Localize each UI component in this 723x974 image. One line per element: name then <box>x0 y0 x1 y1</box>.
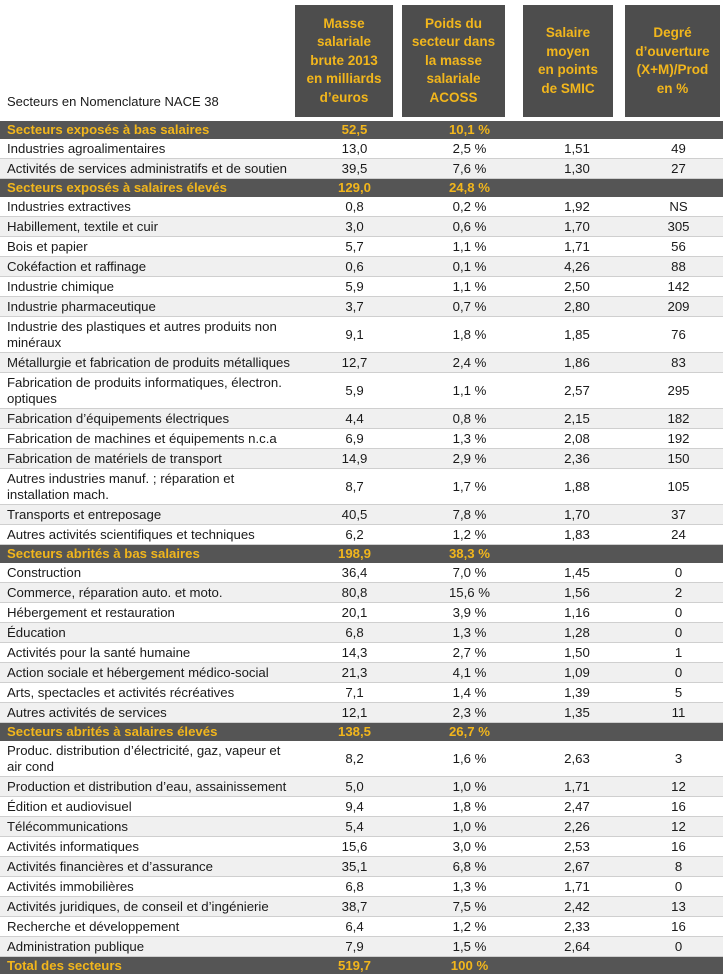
ouverture-cell: 0 <box>627 623 723 643</box>
row-label: Industries agroalimentaires <box>0 139 297 159</box>
salaire-cell: 2,08 <box>527 429 627 449</box>
row-label: Total des secteurs <box>0 957 297 974</box>
masse-cell: 3,0 <box>297 217 412 237</box>
masse-cell: 21,3 <box>297 663 412 683</box>
ouverture-cell: 12 <box>627 817 723 837</box>
table-row <box>0 469 723 505</box>
salaire-cell: 1,56 <box>527 583 627 603</box>
poids-cell: 7,6 % <box>412 159 527 179</box>
row-label: Produc. distribution d’électricité, gaz, vapeur et air cond <box>0 741 297 777</box>
group-row <box>0 179 723 198</box>
poids-cell: 1,7 % <box>412 469 527 505</box>
table-row <box>0 937 723 957</box>
row-label: Secteurs exposés à bas salaires <box>0 121 297 139</box>
row-label: Autres activités scientifiques et techniques <box>0 525 297 545</box>
salaire-cell: 1,50 <box>527 643 627 663</box>
row-label: Commerce, réparation auto. et moto. <box>0 583 297 603</box>
poids-cell: 1,2 % <box>412 917 527 937</box>
row-label: Construction <box>0 563 297 583</box>
table-row <box>0 857 723 877</box>
poids-cell: 1,5 % <box>412 937 527 957</box>
masse-cell: 5,0 <box>297 777 412 797</box>
masse-cell: 20,1 <box>297 603 412 623</box>
poids-cell: 7,8 % <box>412 505 527 525</box>
table-row <box>0 703 723 723</box>
salaire-cell: 2,64 <box>527 937 627 957</box>
table-row <box>0 237 723 257</box>
poids-cell: 1,6 % <box>412 741 527 777</box>
ouverture-cell: 11 <box>627 703 723 723</box>
poids-cell: 26,7 % <box>412 723 527 742</box>
salaire-cell: 1,39 <box>527 683 627 703</box>
column-header-salaire <box>523 5 613 117</box>
salaire-cell: 1,35 <box>527 703 627 723</box>
ouverture-cell: 13 <box>627 897 723 917</box>
poids-cell: 1,1 % <box>412 373 527 409</box>
ouverture-cell: 0 <box>627 937 723 957</box>
row-label: Bois et papier <box>0 237 297 257</box>
masse-cell: 5,9 <box>297 277 412 297</box>
salaire-cell: 1,09 <box>527 663 627 683</box>
row-label: Industrie chimique <box>0 277 297 297</box>
table-row <box>0 603 723 623</box>
row-label: Activités juridiques, de conseil et d’ingénierie <box>0 897 297 917</box>
poids-cell: 1,3 % <box>412 429 527 449</box>
masse-cell: 5,9 <box>297 373 412 409</box>
poids-cell: 1,3 % <box>412 877 527 897</box>
salaire-cell <box>527 121 627 139</box>
row-label: Activités pour la santé humaine <box>0 643 297 663</box>
poids-cell: 2,3 % <box>412 703 527 723</box>
poids-cell: 10,1 % <box>412 121 527 139</box>
poids-cell: 15,6 % <box>412 583 527 603</box>
poids-cell: 3,0 % <box>412 837 527 857</box>
masse-cell: 14,3 <box>297 643 412 663</box>
row-label: Industrie pharmaceutique <box>0 297 297 317</box>
masse-cell: 0,8 <box>297 197 412 217</box>
ouverture-cell: 0 <box>627 563 723 583</box>
group-row <box>0 723 723 742</box>
salaire-cell: 2,47 <box>527 797 627 817</box>
ouverture-cell: 12 <box>627 777 723 797</box>
salaire-cell: 1,70 <box>527 505 627 525</box>
masse-cell: 15,6 <box>297 837 412 857</box>
table-row <box>0 197 723 217</box>
salaire-cell: 2,57 <box>527 373 627 409</box>
table-row <box>0 583 723 603</box>
ouverture-cell <box>627 179 723 198</box>
table-row <box>0 683 723 703</box>
table-row <box>0 741 723 777</box>
salaire-cell: 1,88 <box>527 469 627 505</box>
ouverture-cell <box>627 723 723 742</box>
salaire-cell: 1,85 <box>527 317 627 353</box>
masse-cell: 13,0 <box>297 139 412 159</box>
salaire-cell: 2,53 <box>527 837 627 857</box>
poids-cell: 2,5 % <box>412 139 527 159</box>
salaire-cell: 1,71 <box>527 877 627 897</box>
ouverture-cell: 56 <box>627 237 723 257</box>
salaire-cell: 1,71 <box>527 237 627 257</box>
ouverture-cell: 37 <box>627 505 723 525</box>
masse-cell: 14,9 <box>297 449 412 469</box>
row-label: Industrie des plastiques et autres produits non minéraux <box>0 317 297 353</box>
ouverture-cell: 49 <box>627 139 723 159</box>
ouverture-cell: 88 <box>627 257 723 277</box>
poids-cell: 0,7 % <box>412 297 527 317</box>
table-row <box>0 449 723 469</box>
masse-cell: 6,8 <box>297 877 412 897</box>
group-row <box>0 545 723 564</box>
masse-cell: 8,7 <box>297 469 412 505</box>
row-label: Secteurs abrités à salaires élevés <box>0 723 297 742</box>
ouverture-cell: 0 <box>627 877 723 897</box>
row-label: Habillement, textile et cuir <box>0 217 297 237</box>
salaire-cell: 2,63 <box>527 741 627 777</box>
poids-cell: 2,7 % <box>412 643 527 663</box>
salaire-cell: 2,15 <box>527 409 627 429</box>
masse-cell: 138,5 <box>297 723 412 742</box>
salaire-cell: 2,50 <box>527 277 627 297</box>
poids-cell: 24,8 % <box>412 179 527 198</box>
masse-cell: 35,1 <box>297 857 412 877</box>
masse-cell: 6,9 <box>297 429 412 449</box>
masse-cell: 129,0 <box>297 179 412 198</box>
table-row <box>0 525 723 545</box>
row-label: Secteurs abrités à bas salaires <box>0 545 297 564</box>
ouverture-cell <box>627 545 723 564</box>
table-row <box>0 409 723 429</box>
ouverture-cell: 16 <box>627 837 723 857</box>
table-row <box>0 623 723 643</box>
salaire-cell: 1,45 <box>527 563 627 583</box>
row-label: Édition et audiovisuel <box>0 797 297 817</box>
poids-cell: 1,8 % <box>412 797 527 817</box>
masse-cell: 12,1 <box>297 703 412 723</box>
row-label: Fabrication de matériels de transport <box>0 449 297 469</box>
masse-cell: 80,8 <box>297 583 412 603</box>
salaire-cell: 2,80 <box>527 297 627 317</box>
ouverture-cell: 182 <box>627 409 723 429</box>
table-row <box>0 297 723 317</box>
row-label: Action sociale et hébergement médico-social <box>0 663 297 683</box>
poids-cell: 1,1 % <box>412 277 527 297</box>
table-row <box>0 353 723 373</box>
ouverture-cell: NS <box>627 197 723 217</box>
ouverture-cell: 295 <box>627 373 723 409</box>
table-row <box>0 897 723 917</box>
masse-cell: 4,4 <box>297 409 412 429</box>
ouverture-cell: 76 <box>627 317 723 353</box>
salaire-cell: 1,70 <box>527 217 627 237</box>
table-row <box>0 563 723 583</box>
poids-cell: 1,8 % <box>412 317 527 353</box>
column-header-poids-text: Poids du secteur dans la masse salariale ACOSS <box>412 15 495 108</box>
masse-cell: 52,5 <box>297 121 412 139</box>
table-row <box>0 429 723 449</box>
row-label: Production et distribution d’eau, assainissement <box>0 777 297 797</box>
salaire-cell: 1,30 <box>527 159 627 179</box>
poids-cell: 3,9 % <box>412 603 527 623</box>
poids-cell: 1,0 % <box>412 777 527 797</box>
masse-cell: 6,4 <box>297 917 412 937</box>
ouverture-cell: 209 <box>627 297 723 317</box>
masse-cell: 5,7 <box>297 237 412 257</box>
masse-cell: 6,2 <box>297 525 412 545</box>
poids-cell: 2,4 % <box>412 353 527 373</box>
row-label: Cokéfaction et raffinage <box>0 257 297 277</box>
salaire-cell: 1,92 <box>527 197 627 217</box>
masse-cell: 198,9 <box>297 545 412 564</box>
salaire-cell <box>527 179 627 198</box>
salaire-cell: 1,71 <box>527 777 627 797</box>
poids-cell: 0,2 % <box>412 197 527 217</box>
row-label: Fabrication de machines et équipements n.c.a <box>0 429 297 449</box>
poids-cell: 1,2 % <box>412 525 527 545</box>
poids-cell: 7,5 % <box>412 897 527 917</box>
column-header-ouverture-text: Degré d’ouverture (X+M)/Prod en % <box>635 24 709 98</box>
poids-cell: 4,1 % <box>412 663 527 683</box>
table-row <box>0 877 723 897</box>
row-label: Métallurgie et fabrication de produits métalliques <box>0 353 297 373</box>
masse-cell: 6,8 <box>297 623 412 643</box>
table-row <box>0 817 723 837</box>
row-label: Fabrication d’équipements électriques <box>0 409 297 429</box>
salaire-cell: 2,33 <box>527 917 627 937</box>
table-row <box>0 159 723 179</box>
salaire-cell: 2,26 <box>527 817 627 837</box>
row-label: Arts, spectacles et activités récréatives <box>0 683 297 703</box>
ouverture-cell: 27 <box>627 159 723 179</box>
ouverture-cell: 2 <box>627 583 723 603</box>
masse-cell: 519,7 <box>297 957 412 974</box>
row-header-label: Secteurs en Nomenclature NACE 38 <box>7 94 219 109</box>
masse-cell: 3,7 <box>297 297 412 317</box>
masse-cell: 5,4 <box>297 817 412 837</box>
ouverture-cell: 0 <box>627 663 723 683</box>
column-header-poids <box>402 5 505 117</box>
poids-cell: 6,8 % <box>412 857 527 877</box>
table-row <box>0 837 723 857</box>
column-header-ouverture <box>625 5 720 117</box>
salaire-cell: 2,36 <box>527 449 627 469</box>
salaire-cell: 2,67 <box>527 857 627 877</box>
poids-cell: 1,4 % <box>412 683 527 703</box>
poids-cell: 7,0 % <box>412 563 527 583</box>
salaire-cell: 1,28 <box>527 623 627 643</box>
row-label: Télécommunications <box>0 817 297 837</box>
row-label: Activités financières et d’assurance <box>0 857 297 877</box>
sector-table <box>0 121 723 974</box>
table-row <box>0 317 723 353</box>
salaire-cell: 1,51 <box>527 139 627 159</box>
salaire-cell: 2,42 <box>527 897 627 917</box>
ouverture-cell: 8 <box>627 857 723 877</box>
table-header <box>0 0 723 121</box>
masse-cell: 9,4 <box>297 797 412 817</box>
masse-cell: 8,2 <box>297 741 412 777</box>
column-header-masse <box>295 5 393 117</box>
ouverture-cell <box>627 121 723 139</box>
row-label: Autres activités de services <box>0 703 297 723</box>
masse-cell: 9,1 <box>297 317 412 353</box>
ouverture-cell: 142 <box>627 277 723 297</box>
salaire-cell <box>527 957 627 974</box>
row-label: Fabrication de produits informatiques, électron. optiques <box>0 373 297 409</box>
poids-cell: 38,3 % <box>412 545 527 564</box>
poids-cell: 100 % <box>412 957 527 974</box>
ouverture-cell <box>627 957 723 974</box>
poids-cell: 1,3 % <box>412 623 527 643</box>
salaire-cell: 1,16 <box>527 603 627 623</box>
ouverture-cell: 5 <box>627 683 723 703</box>
ouverture-cell: 16 <box>627 797 723 817</box>
table-row <box>0 917 723 937</box>
salaire-cell <box>527 545 627 564</box>
row-label: Administration publique <box>0 937 297 957</box>
row-label: Hébergement et restauration <box>0 603 297 623</box>
ouverture-cell: 192 <box>627 429 723 449</box>
table-row <box>0 257 723 277</box>
table-row <box>0 643 723 663</box>
ouverture-cell: 305 <box>627 217 723 237</box>
row-label: Recherche et développement <box>0 917 297 937</box>
masse-cell: 0,6 <box>297 257 412 277</box>
table-row <box>0 797 723 817</box>
masse-cell: 7,1 <box>297 683 412 703</box>
masse-cell: 12,7 <box>297 353 412 373</box>
ouverture-cell: 24 <box>627 525 723 545</box>
ouverture-cell: 83 <box>627 353 723 373</box>
masse-cell: 39,5 <box>297 159 412 179</box>
total-row <box>0 957 723 974</box>
masse-cell: 40,5 <box>297 505 412 525</box>
row-label: Industries extractives <box>0 197 297 217</box>
ouverture-cell: 16 <box>627 917 723 937</box>
column-header-salaire-text: Salaire moyen en points de SMIC <box>538 24 598 98</box>
row-label: Transports et entreposage <box>0 505 297 525</box>
row-label: Activités immobilières <box>0 877 297 897</box>
table-row <box>0 505 723 525</box>
salaire-cell <box>527 723 627 742</box>
salaire-cell: 1,86 <box>527 353 627 373</box>
table-row <box>0 373 723 409</box>
row-label: Secteurs exposés à salaires élevés <box>0 179 297 198</box>
ouverture-cell: 105 <box>627 469 723 505</box>
masse-cell: 38,7 <box>297 897 412 917</box>
table-row <box>0 663 723 683</box>
table-row <box>0 777 723 797</box>
salaire-cell: 4,26 <box>527 257 627 277</box>
salaire-cell: 1,83 <box>527 525 627 545</box>
row-label: Éducation <box>0 623 297 643</box>
ouverture-cell: 3 <box>627 741 723 777</box>
ouverture-cell: 150 <box>627 449 723 469</box>
masse-cell: 7,9 <box>297 937 412 957</box>
poids-cell: 1,1 % <box>412 237 527 257</box>
column-header-masse-text: Masse salariale brute 2013 en milliards d’euros <box>306 15 381 108</box>
table-row <box>0 139 723 159</box>
poids-cell: 0,1 % <box>412 257 527 277</box>
poids-cell: 0,6 % <box>412 217 527 237</box>
group-row <box>0 121 723 139</box>
table-row <box>0 217 723 237</box>
poids-cell: 0,8 % <box>412 409 527 429</box>
ouverture-cell: 1 <box>627 643 723 663</box>
sector-table-body <box>0 121 723 974</box>
row-label: Autres industries manuf. ; réparation et installation mach. <box>0 469 297 505</box>
masse-cell: 36,4 <box>297 563 412 583</box>
table-row <box>0 277 723 297</box>
ouverture-cell: 0 <box>627 603 723 623</box>
poids-cell: 2,9 % <box>412 449 527 469</box>
row-label: Activités de services administratifs et de soutien <box>0 159 297 179</box>
poids-cell: 1,0 % <box>412 817 527 837</box>
row-label: Activités informatiques <box>0 837 297 857</box>
